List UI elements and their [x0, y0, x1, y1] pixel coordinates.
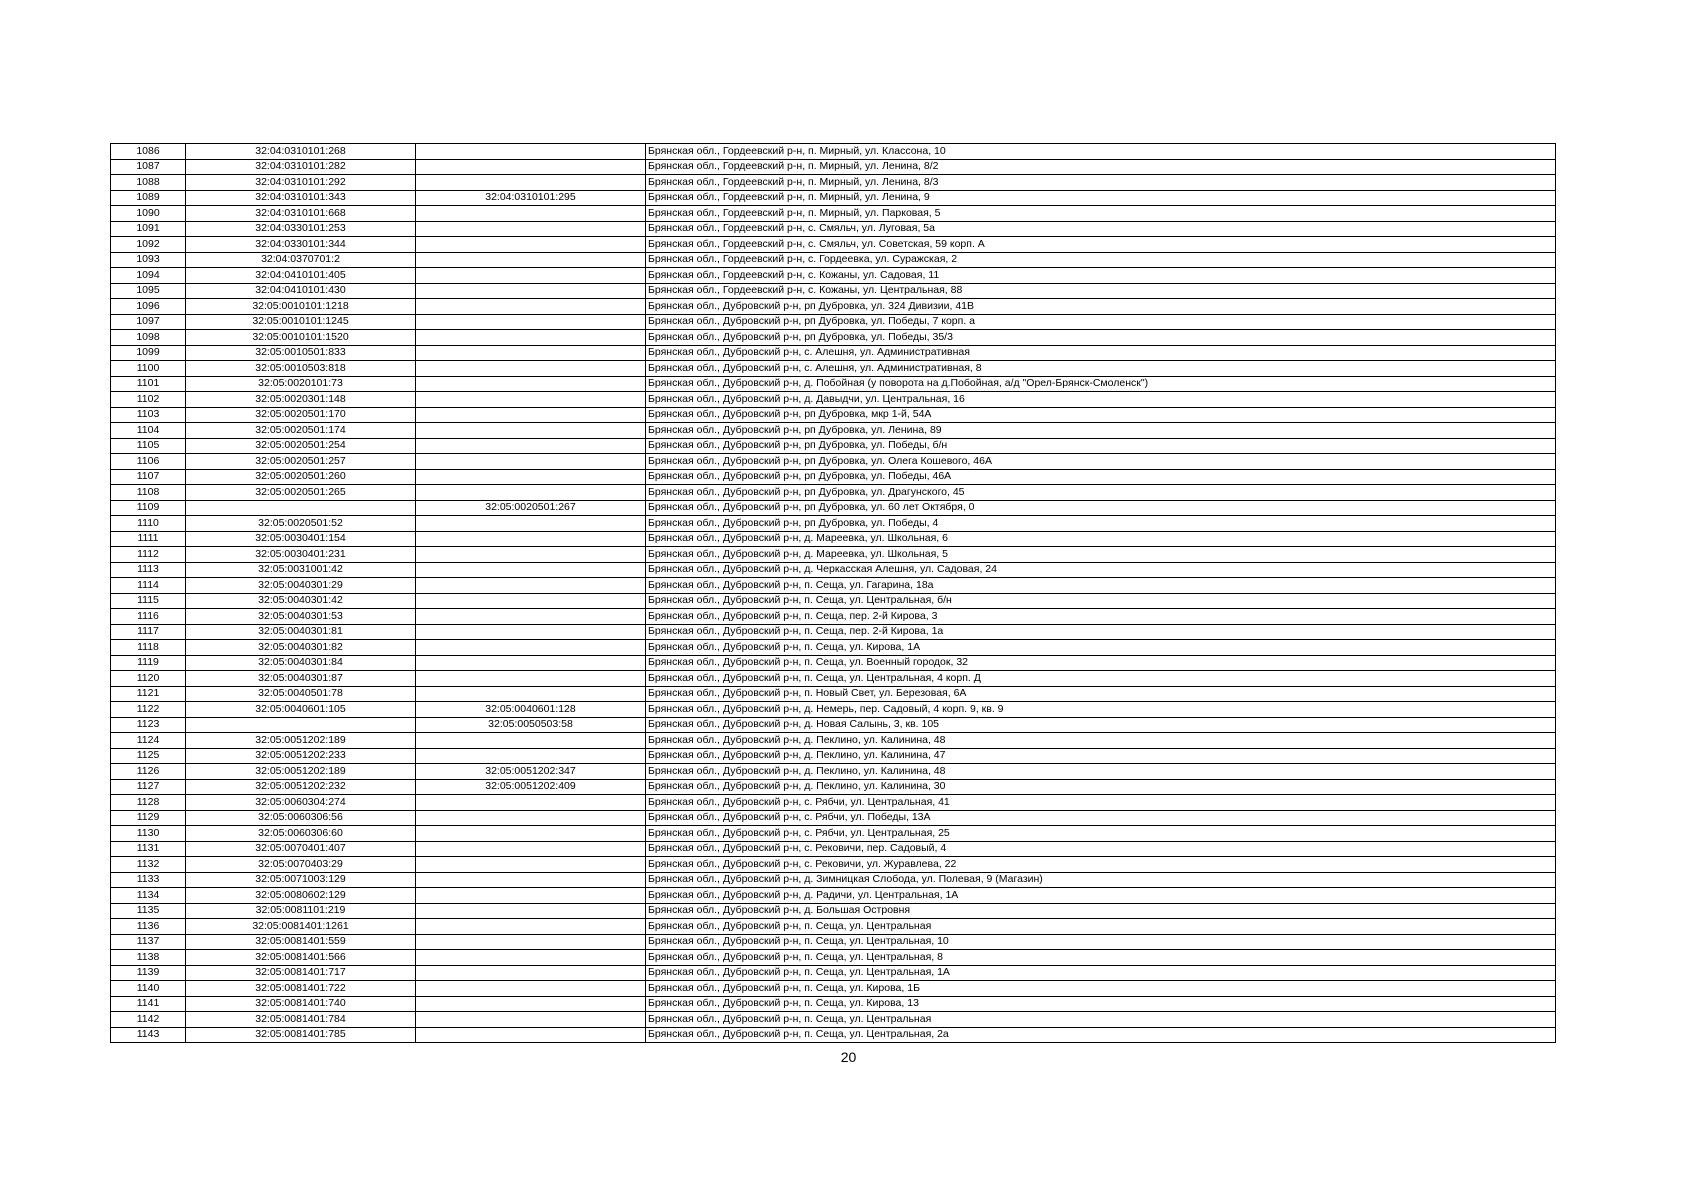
table-row [111, 640, 1556, 656]
related-cadastral-number-cell [416, 965, 646, 981]
cadastral-number-cell: 32:05:0060306:60 [186, 826, 416, 842]
related-cadastral-number-cell [416, 841, 646, 857]
cadastral-number-cell: 32:04:0310101:343 [186, 190, 416, 206]
related-cadastral-number-cell [416, 624, 646, 640]
cadastral-number-cell: 32:05:0031001:42 [186, 562, 416, 578]
related-cadastral-number-cell [416, 733, 646, 749]
related-cadastral-number-cell [416, 609, 646, 625]
related-cadastral-number-cell [416, 330, 646, 346]
address-cell: Брянская обл., Дубровский р-н, п. Сеща, ул. Кирова, 1Б [646, 981, 1556, 997]
cadastral-number-cell: 32:05:0040301:42 [186, 593, 416, 609]
row-number-cell: 1140 [111, 981, 186, 997]
row-number-cell: 1087 [111, 159, 186, 175]
row-number-cell: 1092 [111, 237, 186, 253]
cadastral-number-cell: 32:05:0081401:784 [186, 1012, 416, 1028]
table-row [111, 423, 1556, 439]
related-cadastral-number-cell [416, 438, 646, 454]
row-number-cell: 1128 [111, 795, 186, 811]
cadastral-number-cell: 32:04:0310101:268 [186, 144, 416, 160]
row-number-cell: 1139 [111, 965, 186, 981]
cadastral-number-cell: 32:05:0010101:1218 [186, 299, 416, 315]
address-cell: Брянская обл., Дубровский р-н, п. Сеща, ул. Центральная, 1А [646, 965, 1556, 981]
row-number-cell: 1098 [111, 330, 186, 346]
related-cadastral-number-cell [416, 686, 646, 702]
table-row [111, 268, 1556, 284]
address-cell: Брянская обл., Дубровский р-н, п. Сеща, ул. Военный городок, 32 [646, 655, 1556, 671]
table-row [111, 547, 1556, 563]
table-row [111, 578, 1556, 594]
related-cadastral-number-cell [416, 392, 646, 408]
table-row [111, 624, 1556, 640]
row-number-cell: 1116 [111, 609, 186, 625]
table-row [111, 407, 1556, 423]
address-cell: Брянская обл., Дубровский р-н, с. Алешня, ул. Административная, 8 [646, 361, 1556, 377]
cadastral-number-cell: 32:05:0020501:257 [186, 454, 416, 470]
table-row [111, 702, 1556, 718]
address-cell: Брянская обл., Дубровский р-н, рп Дубровка, ул. 324 Дивизии, 41В [646, 299, 1556, 315]
table-row [111, 283, 1556, 299]
table-row [111, 485, 1556, 501]
row-number-cell: 1093 [111, 252, 186, 268]
cadastral-number-cell: 32:05:0030401:231 [186, 547, 416, 563]
address-cell: Брянская обл., Гордеевский р-н, с. Кожаны, ул. Садовая, 11 [646, 268, 1556, 284]
property-table [110, 143, 1556, 1043]
address-cell: Брянская обл., Дубровский р-н, п. Сеща, пер. 2-й Кирова, 1а [646, 624, 1556, 640]
related-cadastral-number-cell: 32:04:0310101:295 [416, 190, 646, 206]
related-cadastral-number-cell [416, 268, 646, 284]
related-cadastral-number-cell [416, 252, 646, 268]
address-cell: Брянская обл., Дубровский р-н, с. Алешня, ул. Административная [646, 345, 1556, 361]
table-row [111, 531, 1556, 547]
row-number-cell: 1117 [111, 624, 186, 640]
address-cell: Брянская обл., Дубровский р-н, п. Сеща, ул. Центральная, 10 [646, 934, 1556, 950]
table-row [111, 469, 1556, 485]
address-cell: Брянская обл., Дубровский р-н, рп Дубровка, ул. Победы, 7 корп. а [646, 314, 1556, 330]
address-cell: Брянская обл., Дубровский р-н, п. Сеща, ул. Центральная, 4 корп. Д [646, 671, 1556, 687]
table-row [111, 314, 1556, 330]
related-cadastral-number-cell [416, 1027, 646, 1043]
related-cadastral-number-cell [416, 485, 646, 501]
table-row [111, 221, 1556, 237]
table-row [111, 175, 1556, 191]
cadastral-number-cell: 32:05:0040301:29 [186, 578, 416, 594]
address-cell: Брянская обл., Гордеевский р-н, с. Смяльч, ул. Луговая, 5а [646, 221, 1556, 237]
related-cadastral-number-cell [416, 283, 646, 299]
cadastral-number-cell: 32:05:0020501:174 [186, 423, 416, 439]
address-cell: Брянская обл., Дубровский р-н, рп Дубровка, ул. Победы, 46А [646, 469, 1556, 485]
address-cell: Брянская обл., Дубровский р-н, п. Сеща, ул. Центральная, 2а [646, 1027, 1556, 1043]
related-cadastral-number-cell [416, 469, 646, 485]
row-number-cell: 1088 [111, 175, 186, 191]
row-number-cell: 1113 [111, 562, 186, 578]
address-cell: Брянская обл., Гордеевский р-н, п. Мирный, ул. Ленина, 8/3 [646, 175, 1556, 191]
row-number-cell: 1104 [111, 423, 186, 439]
address-cell: Брянская обл., Гордеевский р-н, с. Смяльч, ул. Советская, 59 корп. А [646, 237, 1556, 253]
cadastral-number-cell: 32:05:0080602:129 [186, 888, 416, 904]
row-number-cell: 1101 [111, 376, 186, 392]
address-cell: Брянская обл., Дубровский р-н, д. Пеклино, ул. Калинина, 47 [646, 748, 1556, 764]
row-number-cell: 1091 [111, 221, 186, 237]
table-row [111, 1027, 1556, 1043]
table-row [111, 1012, 1556, 1028]
related-cadastral-number-cell [416, 237, 646, 253]
address-cell: Брянская обл., Дубровский р-н, д. Мареевка, ул. Школьная, 5 [646, 547, 1556, 563]
related-cadastral-number-cell: 32:05:0051202:409 [416, 779, 646, 795]
cadastral-number-cell: 32:04:0310101:668 [186, 206, 416, 222]
cadastral-number-cell: 32:05:0081101:219 [186, 903, 416, 919]
address-cell: Брянская обл., Гордеевский р-н, п. Мирный, ул. Классона, 10 [646, 144, 1556, 160]
cadastral-number-cell: 32:05:0010101:1245 [186, 314, 416, 330]
related-cadastral-number-cell [416, 454, 646, 470]
row-number-cell: 1089 [111, 190, 186, 206]
cadastral-number-cell: 32:05:0040301:84 [186, 655, 416, 671]
address-cell: Брянская обл., Дубровский р-н, д. Новая Салынь, 3, кв. 105 [646, 717, 1556, 733]
cadastral-number-cell: 32:04:0370701:2 [186, 252, 416, 268]
related-cadastral-number-cell [416, 376, 646, 392]
address-cell: Брянская обл., Дубровский р-н, д. Большая Островня [646, 903, 1556, 919]
address-cell: Брянская обл., Гордеевский р-н, п. Мирный, ул. Ленина, 9 [646, 190, 1556, 206]
table-row [111, 299, 1556, 315]
address-cell: Брянская обл., Дубровский р-н, п. Сеща, пер. 2-й Кирова, 3 [646, 609, 1556, 625]
table-row [111, 872, 1556, 888]
row-number-cell: 1132 [111, 857, 186, 873]
cadastral-number-cell: 32:05:0081401:1261 [186, 919, 416, 935]
table-row [111, 764, 1556, 780]
row-number-cell: 1115 [111, 593, 186, 609]
table-row [111, 919, 1556, 935]
address-cell: Брянская обл., Дубровский р-н, рп Дубровка, мкр 1-й, 54А [646, 407, 1556, 423]
table-row [111, 516, 1556, 532]
related-cadastral-number-cell [416, 144, 646, 160]
cadastral-number-cell: 32:05:0030401:154 [186, 531, 416, 547]
cadastral-number-cell: 32:05:0040601:105 [186, 702, 416, 718]
related-cadastral-number-cell [416, 423, 646, 439]
row-number-cell: 1096 [111, 299, 186, 315]
cadastral-number-cell: 32:05:0051202:189 [186, 764, 416, 780]
related-cadastral-number-cell [416, 671, 646, 687]
row-number-cell: 1103 [111, 407, 186, 423]
row-number-cell: 1122 [111, 702, 186, 718]
related-cadastral-number-cell [416, 981, 646, 997]
row-number-cell: 1086 [111, 144, 186, 160]
address-cell: Брянская обл., Дубровский р-н, д. Немерь, пер. Садовый, 4 корп. 9, кв. 9 [646, 702, 1556, 718]
table-row [111, 609, 1556, 625]
table-row [111, 562, 1556, 578]
address-cell: Брянская обл., Дубровский р-н, д. Побойная (у поворота на д.Побойная, а/д "Орел-Брянск-Смоленск") [646, 376, 1556, 392]
address-cell: Брянская обл., Гордеевский р-н, с. Кожаны, ул. Центральная, 88 [646, 283, 1556, 299]
address-cell: Брянская обл., Дубровский р-н, д. Давыдчи, ул. Центральная, 16 [646, 392, 1556, 408]
table-row [111, 252, 1556, 268]
table-body [111, 144, 1556, 1043]
address-cell: Брянская обл., Дубровский р-н, с. Рековичи, ул. Журавлева, 22 [646, 857, 1556, 873]
table-row [111, 810, 1556, 826]
address-cell: Брянская обл., Дубровский р-н, с. Рековичи, пер. Садовый, 4 [646, 841, 1556, 857]
row-number-cell: 1127 [111, 779, 186, 795]
table-row [111, 361, 1556, 377]
related-cadastral-number-cell [416, 345, 646, 361]
cadastral-number-cell: 32:05:0020501:265 [186, 485, 416, 501]
address-cell: Брянская обл., Дубровский р-н, п. Сеща, ул. Гагарина, 18а [646, 578, 1556, 594]
address-cell: Брянская обл., Дубровский р-н, рп Дубровка, ул. Победы, 4 [646, 516, 1556, 532]
related-cadastral-number-cell [416, 903, 646, 919]
cadastral-number-cell: 32:04:0310101:292 [186, 175, 416, 191]
cadastral-number-cell: 32:05:0060306:56 [186, 810, 416, 826]
related-cadastral-number-cell [416, 531, 646, 547]
table-row [111, 190, 1556, 206]
page-number: 20 [840, 1049, 857, 1065]
table-row [111, 237, 1556, 253]
address-cell: Брянская обл., Дубровский р-н, д. Пеклино, ул. Калинина, 30 [646, 779, 1556, 795]
row-number-cell: 1130 [111, 826, 186, 842]
row-number-cell: 1136 [111, 919, 186, 935]
cadastral-number-cell: 32:05:0070401:407 [186, 841, 416, 857]
row-number-cell: 1137 [111, 934, 186, 950]
address-cell: Брянская обл., Дубровский р-н, п. Новый Свет, ул. Березовая, 6А [646, 686, 1556, 702]
address-cell: Брянская обл., Дубровский р-н, рп Дубровка, ул. Победы, б/н [646, 438, 1556, 454]
table-row [111, 330, 1556, 346]
address-cell: Брянская обл., Дубровский р-н, с. Рябчи, ул. Победы, 13А [646, 810, 1556, 826]
table-row [111, 593, 1556, 609]
cadastral-number-cell: 32:04:0330101:344 [186, 237, 416, 253]
related-cadastral-number-cell: 32:05:0051202:347 [416, 764, 646, 780]
table-row [111, 500, 1556, 516]
related-cadastral-number-cell [416, 361, 646, 377]
related-cadastral-number-cell [416, 888, 646, 904]
cadastral-number-cell: 32:05:0020501:170 [186, 407, 416, 423]
table-row [111, 795, 1556, 811]
table-row [111, 965, 1556, 981]
related-cadastral-number-cell [416, 810, 646, 826]
row-number-cell: 1109 [111, 500, 186, 516]
address-cell: Брянская обл., Дубровский р-н, с. Рябчи, ул. Центральная, 25 [646, 826, 1556, 842]
row-number-cell: 1135 [111, 903, 186, 919]
cadastral-number-cell: 32:05:0020101:73 [186, 376, 416, 392]
cadastral-number-cell: 32:05:0081401:717 [186, 965, 416, 981]
row-number-cell: 1119 [111, 655, 186, 671]
table-row [111, 159, 1556, 175]
row-number-cell: 1120 [111, 671, 186, 687]
table-row [111, 206, 1556, 222]
cadastral-number-cell: 32:05:0020501:254 [186, 438, 416, 454]
cadastral-number-cell: 32:05:0081401:740 [186, 996, 416, 1012]
cadastral-number-cell: 32:05:0020501:260 [186, 469, 416, 485]
address-cell: Брянская обл., Дубровский р-н, п. Сеща, ул. Кирова, 1А [646, 640, 1556, 656]
cadastral-number-cell [186, 500, 416, 516]
address-cell: Брянская обл., Дубровский р-н, рп Дубровка, ул. Победы, 35/3 [646, 330, 1556, 346]
table-row [111, 144, 1556, 160]
cadastral-number-cell: 32:05:0081401:559 [186, 934, 416, 950]
address-cell: Брянская обл., Дубровский р-н, д. Пеклино, ул. Калинина, 48 [646, 764, 1556, 780]
row-number-cell: 1138 [111, 950, 186, 966]
table-row [111, 686, 1556, 702]
related-cadastral-number-cell [416, 314, 646, 330]
table-row [111, 376, 1556, 392]
related-cadastral-number-cell: 32:05:0020501:267 [416, 500, 646, 516]
related-cadastral-number-cell [416, 206, 646, 222]
cadastral-number-cell: 32:05:0010503:818 [186, 361, 416, 377]
related-cadastral-number-cell [416, 547, 646, 563]
cadastral-number-cell: 32:05:0040301:81 [186, 624, 416, 640]
address-cell: Брянская обл., Дубровский р-н, д. Мареевка, ул. Школьная, 6 [646, 531, 1556, 547]
row-number-cell: 1102 [111, 392, 186, 408]
related-cadastral-number-cell [416, 159, 646, 175]
cadastral-number-cell: 32:05:0040301:82 [186, 640, 416, 656]
row-number-cell: 1099 [111, 345, 186, 361]
row-number-cell: 1129 [111, 810, 186, 826]
row-number-cell: 1106 [111, 454, 186, 470]
table-row [111, 671, 1556, 687]
cadastral-number-cell: 32:05:0010101:1520 [186, 330, 416, 346]
cadastral-number-cell: 32:05:0081401:785 [186, 1027, 416, 1043]
row-number-cell: 1125 [111, 748, 186, 764]
row-number-cell: 1112 [111, 547, 186, 563]
related-cadastral-number-cell [416, 795, 646, 811]
row-number-cell: 1134 [111, 888, 186, 904]
table-row [111, 345, 1556, 361]
related-cadastral-number-cell [416, 655, 646, 671]
address-cell: Брянская обл., Гордеевский р-н, п. Мирный, ул. Парковая, 5 [646, 206, 1556, 222]
address-cell: Брянская обл., Дубровский р-н, рп Дубровка, ул. Драгунского, 45 [646, 485, 1556, 501]
related-cadastral-number-cell: 32:05:0050503:58 [416, 717, 646, 733]
table-row [111, 857, 1556, 873]
related-cadastral-number-cell [416, 407, 646, 423]
cadastral-number-cell: 32:04:0310101:282 [186, 159, 416, 175]
cadastral-number-cell: 32:05:0060304:274 [186, 795, 416, 811]
address-cell: Брянская обл., Дубровский р-н, п. Сеща, ул. Центральная, 8 [646, 950, 1556, 966]
address-cell: Брянская обл., Дубровский р-н, п. Сеща, ул. Кирова, 13 [646, 996, 1556, 1012]
table-row [111, 717, 1556, 733]
row-number-cell: 1105 [111, 438, 186, 454]
table-row [111, 779, 1556, 795]
cadastral-number-cell: 32:04:0330101:253 [186, 221, 416, 237]
cadastral-number-cell: 32:05:0040301:53 [186, 609, 416, 625]
row-number-cell: 1095 [111, 283, 186, 299]
table-row [111, 903, 1556, 919]
table-row [111, 841, 1556, 857]
address-cell: Брянская обл., Дубровский р-н, п. Сеща, ул. Центральная [646, 1012, 1556, 1028]
row-number-cell: 1131 [111, 841, 186, 857]
table-row [111, 996, 1556, 1012]
address-cell: Брянская обл., Дубровский р-н, рп Дубровка, ул. Олега Кошевого, 46А [646, 454, 1556, 470]
row-number-cell: 1141 [111, 996, 186, 1012]
cadastral-number-cell: 32:04:0410101:405 [186, 268, 416, 284]
cadastral-number-cell: 32:05:0051202:189 [186, 733, 416, 749]
related-cadastral-number-cell [416, 934, 646, 950]
address-cell: Брянская обл., Гордеевский р-н, с. Гордеевка, ул. Суражская, 2 [646, 252, 1556, 268]
cadastral-number-cell: 32:05:0051202:233 [186, 748, 416, 764]
related-cadastral-number-cell [416, 826, 646, 842]
address-cell: Брянская обл., Гордеевский р-н, п. Мирный, ул. Ленина, 8/2 [646, 159, 1556, 175]
row-number-cell: 1110 [111, 516, 186, 532]
table-row [111, 438, 1556, 454]
related-cadastral-number-cell [416, 516, 646, 532]
related-cadastral-number-cell [416, 950, 646, 966]
table-row [111, 950, 1556, 966]
row-number-cell: 1094 [111, 268, 186, 284]
address-cell: Брянская обл., Дубровский р-н, д. Пеклино, ул. Калинина, 48 [646, 733, 1556, 749]
address-cell: Брянская обл., Дубровский р-н, п. Сеща, ул. Центральная [646, 919, 1556, 935]
cadastral-number-cell: 32:05:0081401:722 [186, 981, 416, 997]
cadastral-number-cell: 32:05:0010501:833 [186, 345, 416, 361]
row-number-cell: 1121 [111, 686, 186, 702]
row-number-cell: 1107 [111, 469, 186, 485]
row-number-cell: 1133 [111, 872, 186, 888]
related-cadastral-number-cell [416, 299, 646, 315]
cadastral-number-cell: 32:05:0040301:87 [186, 671, 416, 687]
cadastral-number-cell [186, 717, 416, 733]
cadastral-number-cell: 32:04:0410101:430 [186, 283, 416, 299]
cadastral-number-cell: 32:05:0020301:148 [186, 392, 416, 408]
address-cell: Брянская обл., Дубровский р-н, д. Зимницкая Слобода, ул. Полевая, 9 (Магазин) [646, 872, 1556, 888]
cadastral-number-cell: 32:05:0070403:29 [186, 857, 416, 873]
row-number-cell: 1114 [111, 578, 186, 594]
address-cell: Брянская обл., Дубровский р-н, д. Черкасская Алешня, ул. Садовая, 24 [646, 562, 1556, 578]
related-cadastral-number-cell [416, 748, 646, 764]
address-cell: Брянская обл., Дубровский р-н, с. Рябчи, ул. Центральная, 41 [646, 795, 1556, 811]
table-row [111, 392, 1556, 408]
related-cadastral-number-cell [416, 857, 646, 873]
related-cadastral-number-cell [416, 221, 646, 237]
cadastral-number-cell: 32:05:0040501:78 [186, 686, 416, 702]
address-cell: Брянская обл., Дубровский р-н, рп Дубровка, ул. 60 лет Октября, 0 [646, 500, 1556, 516]
row-number-cell: 1090 [111, 206, 186, 222]
row-number-cell: 1111 [111, 531, 186, 547]
related-cadastral-number-cell [416, 562, 646, 578]
address-cell: Брянская обл., Дубровский р-н, п. Сеща, ул. Центральная, б/н [646, 593, 1556, 609]
table-row [111, 981, 1556, 997]
table-row [111, 934, 1556, 950]
related-cadastral-number-cell [416, 872, 646, 888]
table-row [111, 655, 1556, 671]
row-number-cell: 1142 [111, 1012, 186, 1028]
row-number-cell: 1126 [111, 764, 186, 780]
row-number-cell: 1108 [111, 485, 186, 501]
related-cadastral-number-cell [416, 640, 646, 656]
row-number-cell: 1143 [111, 1027, 186, 1043]
address-cell: Брянская обл., Дубровский р-н, рп Дубровка, ул. Ленина, 89 [646, 423, 1556, 439]
cadastral-number-cell: 32:05:0071003:129 [186, 872, 416, 888]
related-cadastral-number-cell [416, 996, 646, 1012]
table-row [111, 733, 1556, 749]
table-row [111, 748, 1556, 764]
cadastral-number-cell: 32:05:0051202:232 [186, 779, 416, 795]
cadastral-number-cell: 32:05:0081401:566 [186, 950, 416, 966]
row-number-cell: 1118 [111, 640, 186, 656]
related-cadastral-number-cell [416, 1012, 646, 1028]
related-cadastral-number-cell [416, 175, 646, 191]
table-row [111, 888, 1556, 904]
related-cadastral-number-cell: 32:05:0040601:128 [416, 702, 646, 718]
related-cadastral-number-cell [416, 593, 646, 609]
cadastral-number-cell: 32:05:0020501:52 [186, 516, 416, 532]
address-cell: Брянская обл., Дубровский р-н, д. Радичи, ул. Центральная, 1А [646, 888, 1556, 904]
row-number-cell: 1097 [111, 314, 186, 330]
related-cadastral-number-cell [416, 578, 646, 594]
related-cadastral-number-cell [416, 919, 646, 935]
table-row [111, 826, 1556, 842]
table-row [111, 454, 1556, 470]
row-number-cell: 1123 [111, 717, 186, 733]
row-number-cell: 1124 [111, 733, 186, 749]
row-number-cell: 1100 [111, 361, 186, 377]
